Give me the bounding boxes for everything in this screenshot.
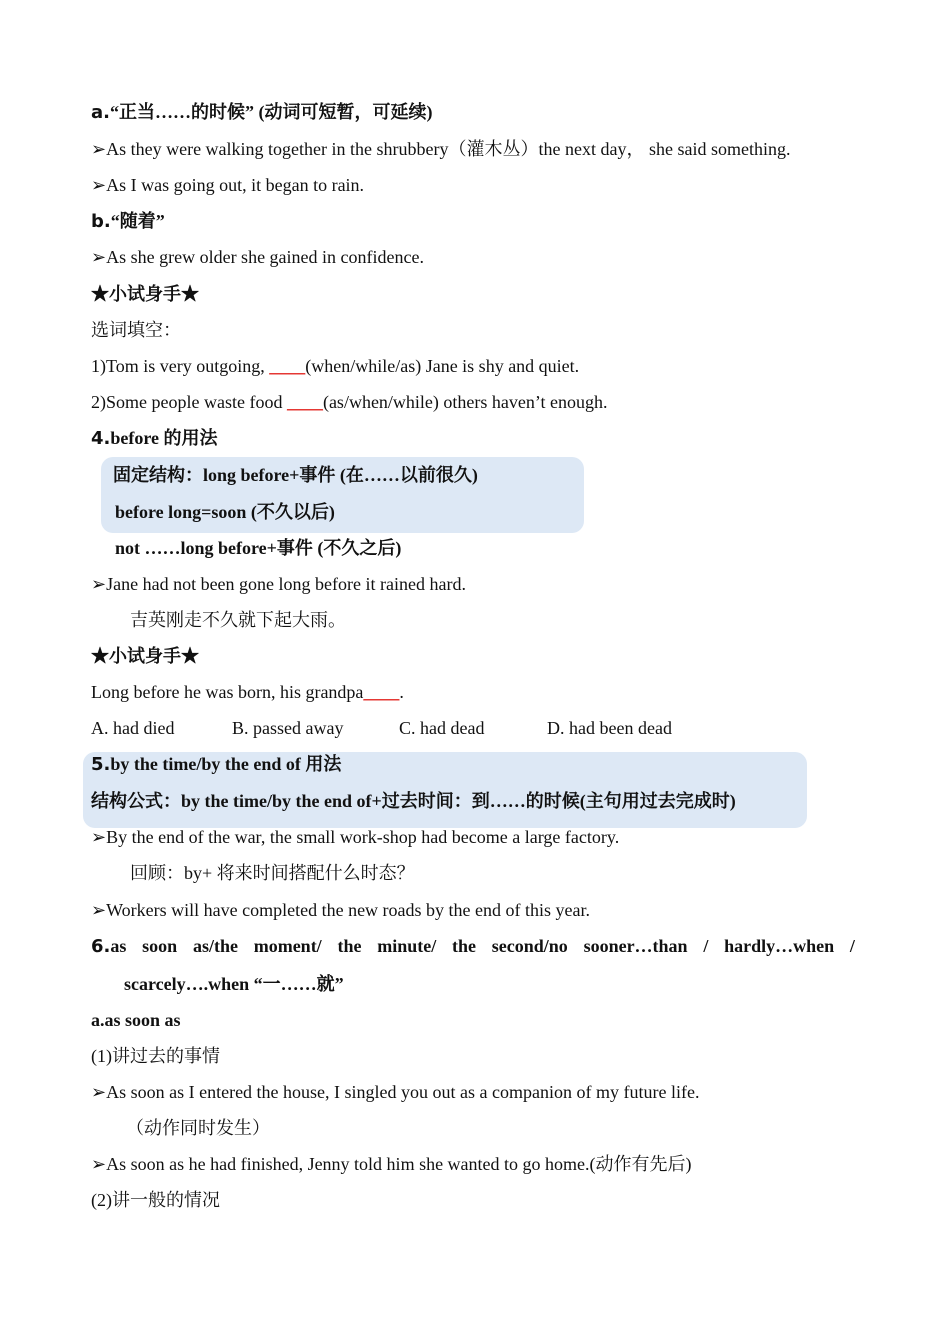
- title-word: second/no: [491, 936, 568, 956]
- bullet-arrow-icon: ➢: [91, 827, 107, 847]
- example-text: As they were walking together in the shrubbery（灌木丛）the next day， she said something.: [106, 139, 791, 159]
- example-text: As soon as he had finished, Jenny told him she wanted to go home.(动作有先后): [106, 1154, 692, 1174]
- note: （动作同时发生）: [126, 1118, 270, 1138]
- section-4-heading: [91, 426, 218, 451]
- answer-blank[interactable]: ____: [269, 356, 306, 376]
- subsection-item: (1)讲过去的事情: [91, 1046, 220, 1066]
- bullet-arrow-icon: ➢: [91, 574, 107, 594]
- practice-heading: ★小试身手★: [91, 646, 199, 666]
- section-number: 4.: [91, 428, 111, 449]
- translation: 吉英刚走不久就下起大雨。: [130, 610, 346, 630]
- option-a[interactable]: A. had died: [91, 718, 175, 738]
- structure-line: before long=soon (不久以后): [115, 502, 335, 522]
- example-text: Workers will have completed the new roads by the end of this year.: [106, 900, 591, 920]
- title-word: minute/: [377, 936, 437, 956]
- option-b[interactable]: B. passed away: [232, 718, 344, 738]
- title-word: the: [452, 936, 476, 956]
- structure-formula: 结构公式：by the time/by the end of+过去时间：到……的时候(主句用过去完成时): [91, 791, 736, 811]
- section-letter: a.: [91, 102, 110, 123]
- section-title: before 的用法: [110, 428, 218, 448]
- bullet-arrow-icon: ➢: [91, 175, 107, 195]
- title-word: /: [703, 936, 709, 956]
- section-number: 6.: [91, 936, 111, 957]
- example-text: As she grew older she gained in confidence.: [106, 247, 424, 267]
- bullet-arrow-icon: ➢: [91, 1154, 107, 1174]
- section-b-heading: [91, 209, 165, 234]
- title-word: soon: [142, 936, 178, 956]
- title-word: the: [337, 936, 362, 956]
- title-word: 6.as: [91, 936, 127, 957]
- title-word: hardly…when: [724, 936, 835, 956]
- option-c[interactable]: C. had dead: [399, 718, 485, 738]
- practice-heading: ★小试身手★: [91, 284, 199, 304]
- section-6-heading: [91, 934, 855, 959]
- fill-instruction: 选词填空：: [91, 320, 181, 340]
- example-sentence: [91, 137, 790, 161]
- example-sentence: [91, 825, 619, 849]
- structure-line: 固定结构：long before+事件 (在……以前很久): [113, 465, 478, 485]
- bullet-arrow-icon: ➢: [91, 247, 107, 267]
- question-2: 2)Some people waste food ____(as/when/while) others haven’t enough.: [91, 392, 608, 412]
- example-sentence: [91, 1152, 692, 1176]
- section-a-heading: [91, 100, 432, 125]
- section-6-title-cont: scarcely….when “一……就”: [124, 974, 344, 994]
- answer-blank[interactable]: ____: [363, 682, 400, 702]
- title-word: moment/: [253, 936, 322, 956]
- bullet-arrow-icon: ➢: [91, 139, 107, 159]
- section-title: “正当……的时候” (动词可短暂，可延续): [109, 102, 433, 122]
- title-word: as/the: [192, 936, 238, 956]
- section-title: “随着”: [110, 211, 165, 231]
- example-text: Jane had not been gone long before it rained hard.: [106, 574, 466, 594]
- question-3: Long before he was born, his grandpa____.: [91, 682, 404, 702]
- bullet-arrow-icon: ➢: [91, 900, 107, 920]
- example-text: As I was going out, it began to rain.: [106, 175, 365, 195]
- example-text: As soon as I entered the house, I singled you out as a companion of my future life.: [106, 1082, 700, 1102]
- question-1: 1)Tom is very outgoing, ____(when/while/as) Jane is shy and quiet.: [91, 356, 580, 376]
- subsection-item: (2)讲一般的情况: [91, 1190, 220, 1210]
- section-6-title-line: [91, 934, 855, 959]
- review-note: 回顾：by+ 将来时间搭配什么时态？: [130, 863, 415, 883]
- option-d[interactable]: D. had been dead: [547, 718, 672, 738]
- example-sentence: [91, 572, 466, 596]
- example-sentence: [91, 245, 424, 269]
- section-title: by the time/by the end of 用法: [110, 754, 342, 774]
- example-sentence: [91, 898, 590, 922]
- example-text: By the end of the war, the small work-shop had become a large factory.: [106, 827, 620, 847]
- section-5-heading: [91, 752, 341, 777]
- structure-line: not ……long before+事件 (不久之后): [115, 538, 402, 558]
- title-word: /: [849, 936, 855, 956]
- example-sentence: [91, 1080, 699, 1104]
- section-letter: b.: [91, 211, 111, 232]
- example-sentence: [91, 173, 364, 197]
- section-number: 5.: [91, 754, 111, 775]
- bullet-arrow-icon: ➢: [91, 1082, 107, 1102]
- subsection-a: a.as soon as: [91, 1010, 181, 1030]
- answer-blank[interactable]: ____: [286, 392, 323, 412]
- title-word: sooner…than: [583, 936, 688, 956]
